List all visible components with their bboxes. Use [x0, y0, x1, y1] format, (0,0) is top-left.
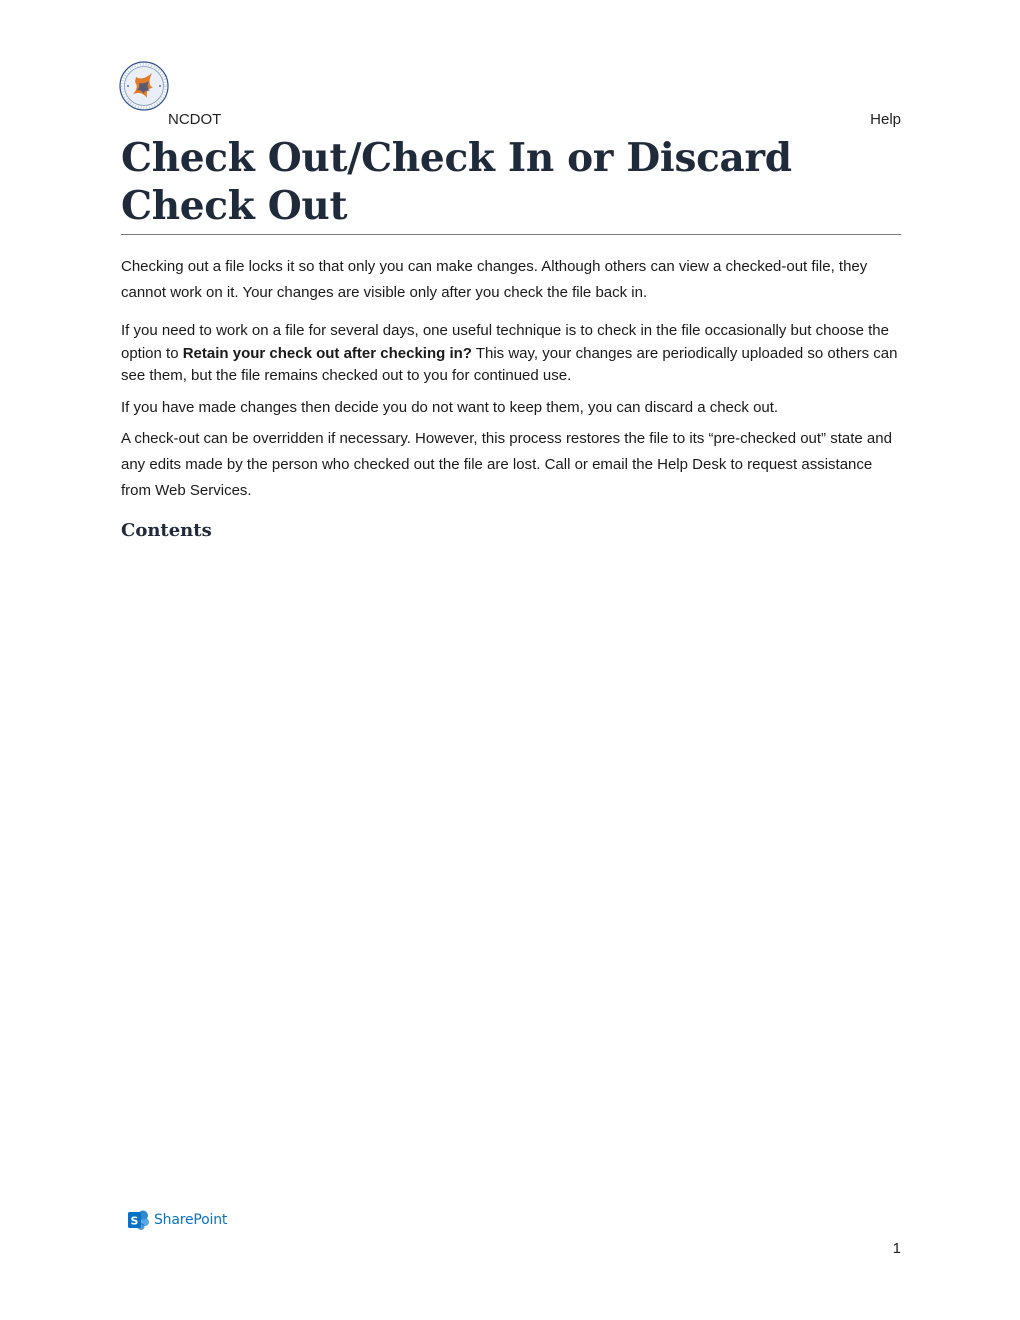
title-divider [121, 234, 901, 235]
sharepoint-logo [127, 1208, 227, 1232]
svg-text:S: S [130, 1214, 139, 1228]
header-help-label: Help [870, 111, 901, 128]
paragraph-discard-check-out: If you have made changes then decide you do not want to keep them, you can discard a check out. [121, 399, 779, 416]
page-title: Check Out/Check In or Discard Check Out [121, 135, 792, 229]
header-ncdot-label: NCDOT [168, 111, 222, 128]
retain-check-out-option-label: Retain your check out after checking in? [182, 344, 472, 362]
document-header [168, 111, 901, 131]
paragraph-text: This way, your changes are periodically uploaded so others can see them, but the file remains checked out to you for continued use. [121, 344, 898, 384]
paragraph-check-out-intro: Checking out a file locks it so that only you can make changes. Although others can view a checked-out file, they cannot work on it. Your changes are visible only after you check the file back in. [121, 258, 868, 301]
sharepoint-logo-text: SharePoint [154, 1212, 228, 1228]
paragraph-text: If you need to work on a file for several days, one useful technique is to check in the file occasionally but choose the option to [121, 322, 889, 362]
ncdot-seal-logo [119, 61, 169, 111]
contents-heading: Contents [121, 520, 212, 541]
paragraph-override-check-out: A check-out can be overridden if necessary. However, this process restores the file to its “pre-checked out” state and any edits made by the person who checked out the file are lost. Call or email the Help Desk to request assistance from Web Services. [121, 430, 892, 499]
sharepoint-icon [127, 1209, 151, 1231]
paragraph-retain-check-out [121, 320, 901, 388]
page-number: 1 [892, 1240, 901, 1257]
